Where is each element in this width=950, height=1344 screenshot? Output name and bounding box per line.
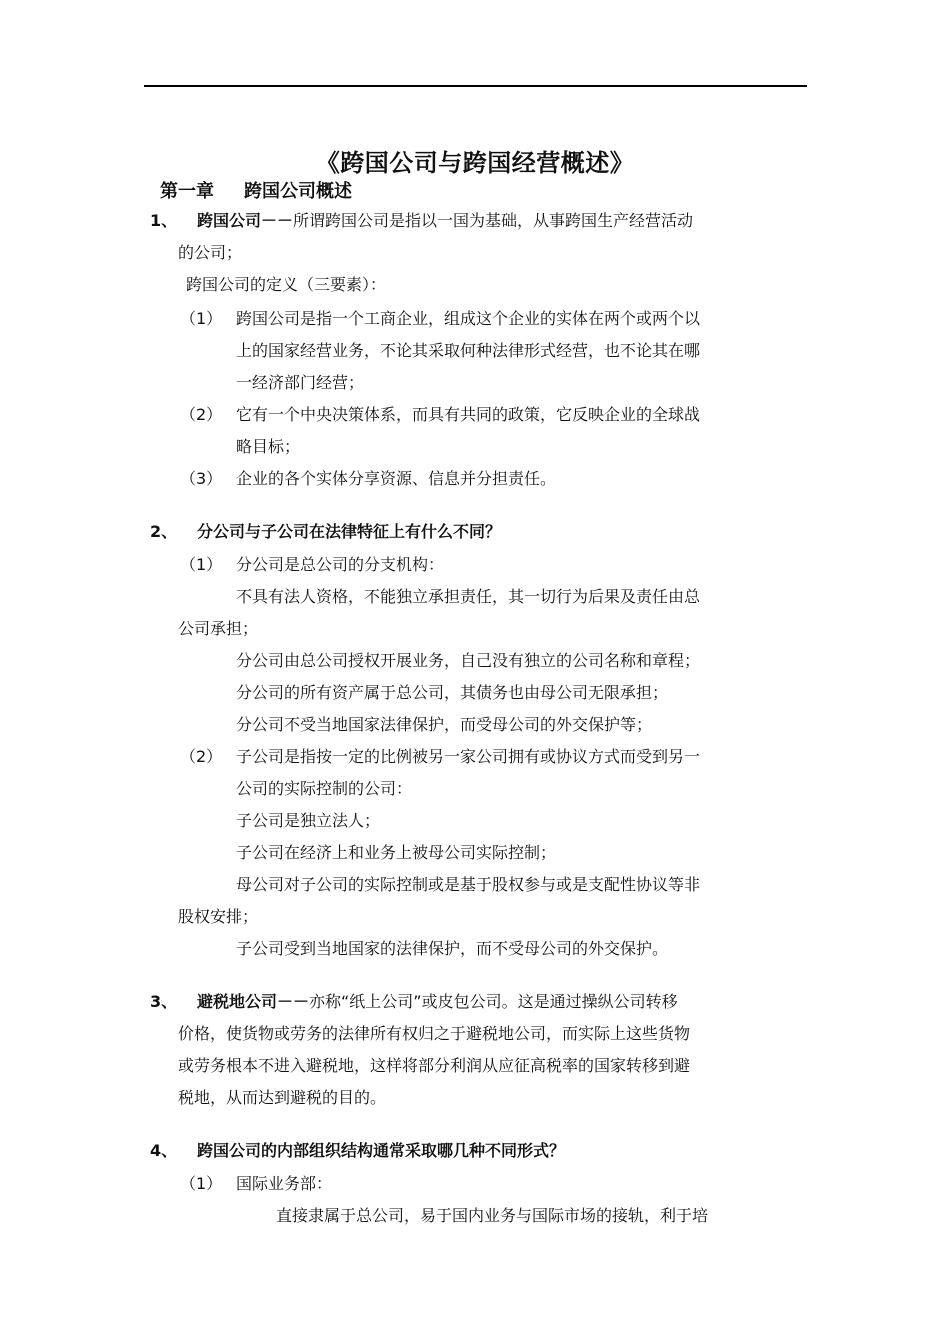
section-4-heading: 跨国公司的内部组织结构通常采取哪几种不同形式？ [197,1141,566,1160]
s2-item-2-line-7: 子公司受到当地国家的法律保护，而不受母公司的外交保护。 [236,939,669,958]
s1-item-2-number: （2） [180,405,223,424]
section-2-heading: 分公司与子公司在法律特征上有什么不同？ [197,522,502,541]
chapter-label: 第一章 [160,181,214,202]
s1-item-1-number: （1） [180,309,223,328]
s4-item-1-number: （1） [180,1174,223,1193]
s1-item-2-line-2: 略目标； [236,437,301,456]
s4-item-1-line-2: 直接隶属于总公司，易于国内业务与国际市场的接轨，利于培 [276,1206,709,1225]
s2-item-1-line-5: 分公司的所有资产属于总公司，其债务也由母公司无限承担； [236,683,669,702]
s1-item-3-line-1: 企业的各个实体分享资源、信息并分担责任。 [236,469,557,488]
section-1-term: 跨国公司－－ [197,211,294,230]
s2-item-1-line-3: 公司承担； [178,619,259,638]
section-2-number: 2、 [150,522,178,541]
s2-item-2-number: （2） [180,747,223,766]
s2-item-2-line-3: 子公司是独立法人； [236,811,381,830]
section-3-first-line [197,989,678,1015]
section-3-line-3: 或劳务根本不进入避税地，这样将部分利润从应征高税率的国家转移到避 [178,1056,691,1075]
section-3-number: 3、 [150,992,178,1011]
section-1-first-line [197,208,693,234]
section-3-line-2: 价格，使货物或劳务的法律所有权归之于避税地公司，而实际上这些货物 [178,1024,691,1043]
s1-item-3-number: （3） [180,469,223,488]
s2-item-1-line-4: 分公司由总公司授权开展业务，自己没有独立的公司名称和章程； [236,651,701,670]
s1-item-2-line-1: 它有一个中央决策体系，而具有共同的政策，它反映企业的全球战 [236,405,701,424]
s2-item-2-line-6: 股权安排； [178,907,259,926]
s1-item-1-line-2: 上的国家经营业务，不论其采取何种法律形式经营，也不论其在哪 [236,341,701,360]
s1-item-1-line-3: 一经济部门经营； [236,373,365,392]
section-3-text: 亦称“纸上公司”或皮包公司。这是通过操纵公司转移 [309,992,678,1011]
section-3-term: 避税地公司－－ [197,992,310,1011]
s2-item-1-number: （1） [180,555,223,574]
chapter-title: 跨国公司概述 [244,181,352,202]
definition-heading: 跨国公司的定义（三要素）： [186,275,387,294]
header-rule [144,85,807,87]
s2-item-2-line-1: 子公司是指按一定的比例被另一家公司拥有或协议方式而受到另一 [236,747,701,766]
section-1-line-2: 的公司； [178,243,243,262]
section-1-text: 所谓跨国公司是指以一国为基础，从事跨国生产经营活动 [293,211,694,230]
s4-item-1-line-1: 国际业务部： [236,1174,333,1193]
s2-item-2-line-2: 公司的实际控制的公司： [236,779,413,798]
s2-item-1-line-1: 分公司是总公司的分支机构： [236,555,445,574]
s2-item-2-line-4: 子公司在经济上和业务上被母公司实际控制； [236,843,557,862]
s2-item-1-line-6: 分公司不受当地国家法律保护，而受母公司的外交保护等； [236,715,653,734]
section-1-number: 1、 [150,211,178,230]
section-4-number: 4、 [150,1141,178,1160]
document-title: 《跨国公司与跨国经营概述》 [315,149,635,177]
s2-item-1-line-2: 不具有法人资格，不能独立承担责任，其一切行为后果及责任由总 [236,587,701,606]
chapter-heading [160,177,352,207]
s2-item-2-line-5: 母公司对子公司的实际控制或是基于股权参与或是支配性协议等非 [236,875,701,894]
section-3-line-4: 税地，从而达到避税的目的。 [178,1088,387,1107]
s1-item-1-line-1: 跨国公司是指一个工商企业，组成这个企业的实体在两个或两个以 [236,309,701,328]
